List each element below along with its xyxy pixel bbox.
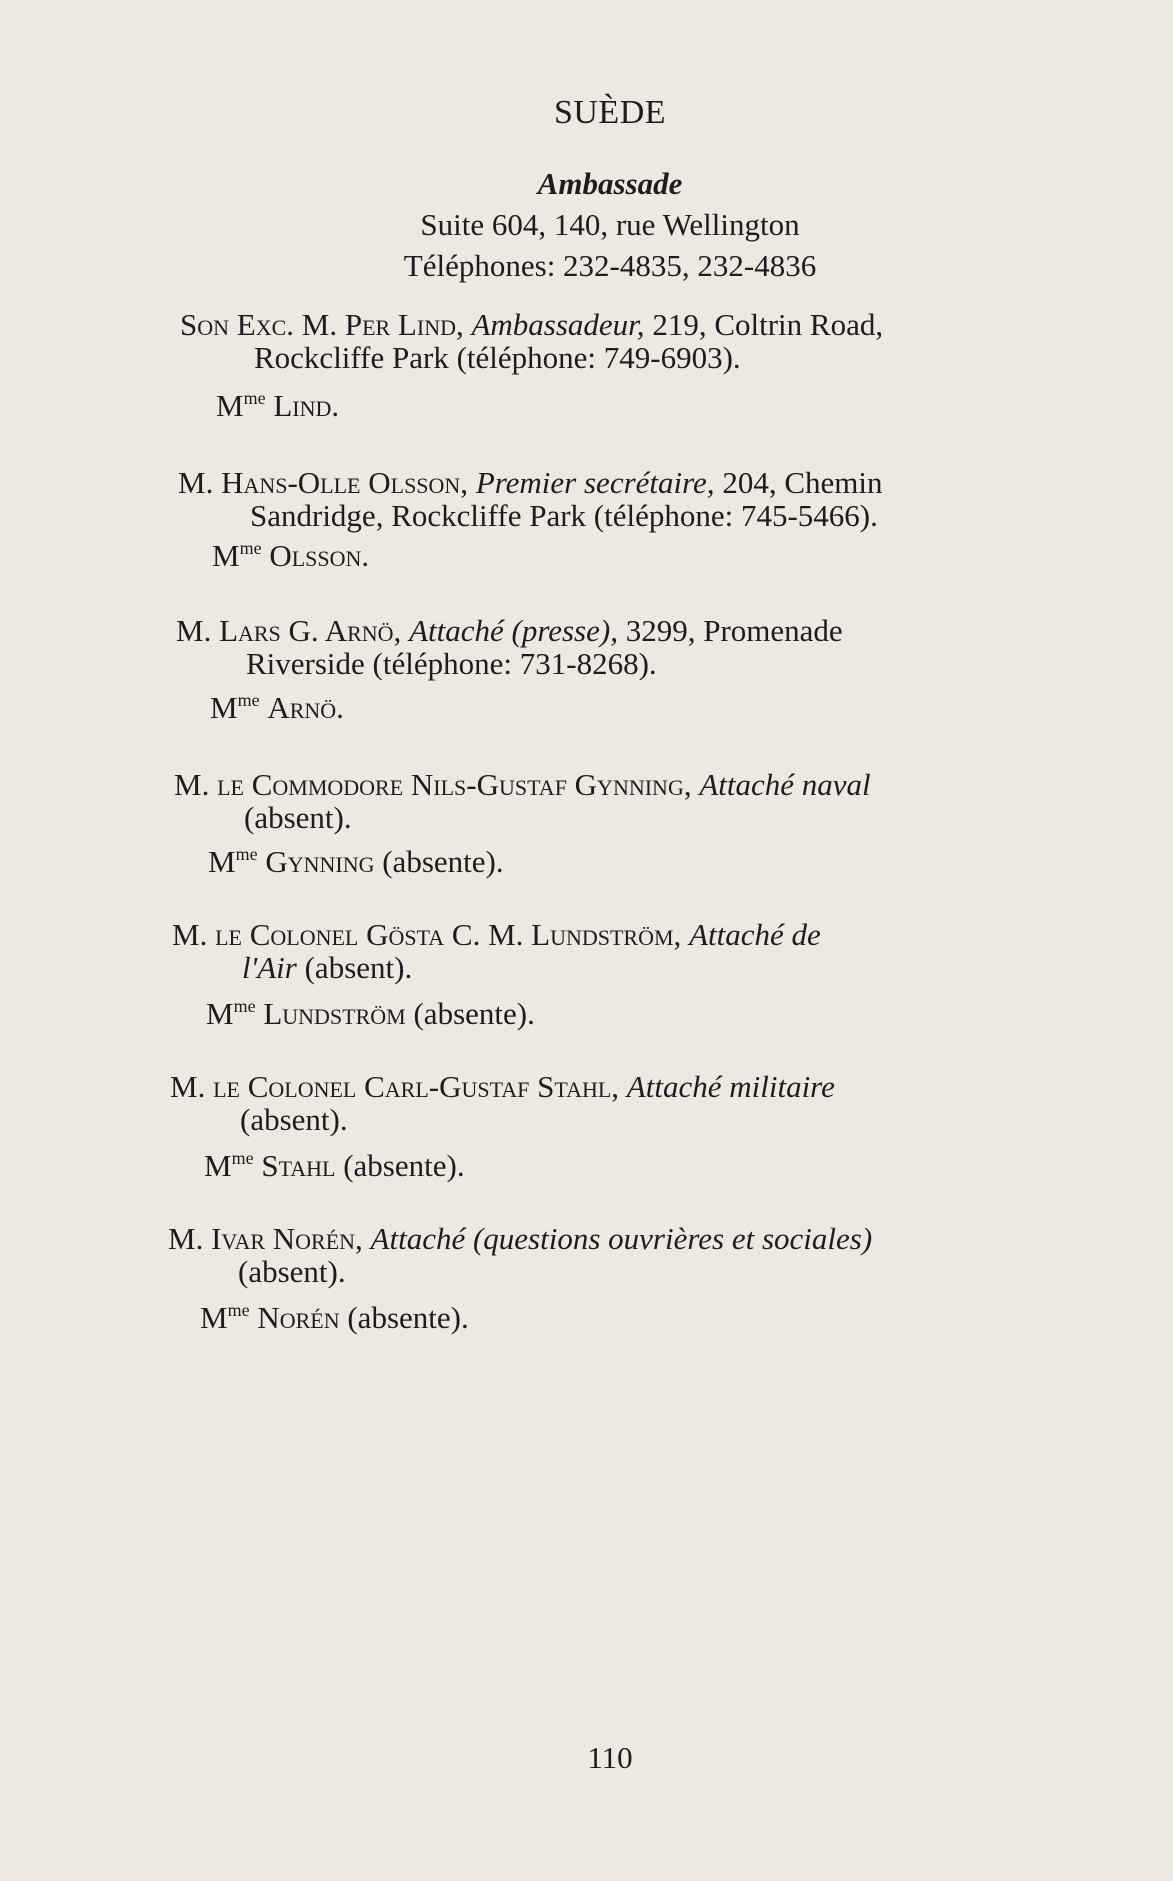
entry-labour-attache (168, 1222, 1088, 1288)
entry-status: (absent). (244, 800, 352, 835)
page-number: 110 (587, 1740, 633, 1775)
entry-name: M. le Colonel Gösta C. M. Lundström, (172, 917, 682, 952)
telephone-line: Téléphones: 232-4835, 232-4836 (403, 248, 817, 283)
country-heading: SUÈDE (553, 94, 667, 131)
entry-role: Attaché (questions ouvrières et sociales) (370, 1221, 873, 1256)
entry-role-cont: l'Air (242, 950, 297, 985)
entry-role: Attaché militaire (626, 1069, 835, 1104)
entry-press-attache (176, 614, 1096, 680)
entry-address-cont: Rockcliffe Park (téléphone: 749-6903). (254, 340, 741, 375)
entry-address-cont: Sandridge, Rockcliffe Park (téléphone: 745-5466). (250, 498, 878, 533)
spouse-line: $M^{me}$ Lundström (absente). (206, 996, 535, 1031)
spouse-line: $M^{me}$ Arnö. (210, 690, 344, 725)
entry-name: M. le Commodore Nils-Gustaf Gynning, (174, 767, 692, 802)
entry-naval-attache (174, 768, 1094, 834)
entry-military-attache (170, 1070, 1090, 1136)
entry-role: Attaché (presse), (409, 613, 618, 648)
entry-name: Son Exc. M. Per Lind, (180, 307, 464, 342)
entry-name: M. Lars G. Arnö, (176, 613, 402, 648)
spouse-line: $M^{me}$ Gynning (absente). (208, 844, 504, 879)
spouse-line: $M^{me}$ Olsson. (212, 538, 370, 573)
entry-first-secretary (178, 466, 1098, 532)
entry-role: Ambassadeur, (471, 307, 645, 342)
entry-role: Attaché naval (699, 767, 871, 802)
spouse-line: $M^{me}$ Stahl (absente). (204, 1148, 465, 1183)
entry-air-attache (172, 918, 1092, 984)
entry-status: (absent). (304, 950, 413, 985)
spouse-line: $M^{me}$ Norén (absente). (200, 1300, 469, 1335)
entry-status: (absent). (240, 1102, 348, 1137)
entry-status: (absent). (238, 1254, 346, 1289)
entry-name: M. Ivar Norén, (168, 1221, 363, 1256)
entry-address: 3299, Promenade (625, 613, 843, 648)
entry-name: M. Hans-Olle Olsson, (178, 465, 469, 500)
entry-address-cont: Riverside (téléphone: 731-8268). (246, 646, 657, 681)
address-line: Suite 604, 140, rue Wellington (420, 207, 800, 242)
entry-role: Premier secrétaire, (475, 465, 715, 500)
entry-address: 204, Chemin (722, 465, 883, 500)
spouse-line: $M^{me}$ Lind. (216, 388, 340, 423)
entry-name: M. le Colonel Carl-Gustaf Stahl, (170, 1069, 620, 1104)
entry-ambassador (180, 308, 1100, 374)
entry-role: Attaché de (689, 917, 821, 952)
entry-address: 219, Coltrin Road, (652, 307, 884, 342)
section-heading: Ambassade (537, 166, 683, 201)
